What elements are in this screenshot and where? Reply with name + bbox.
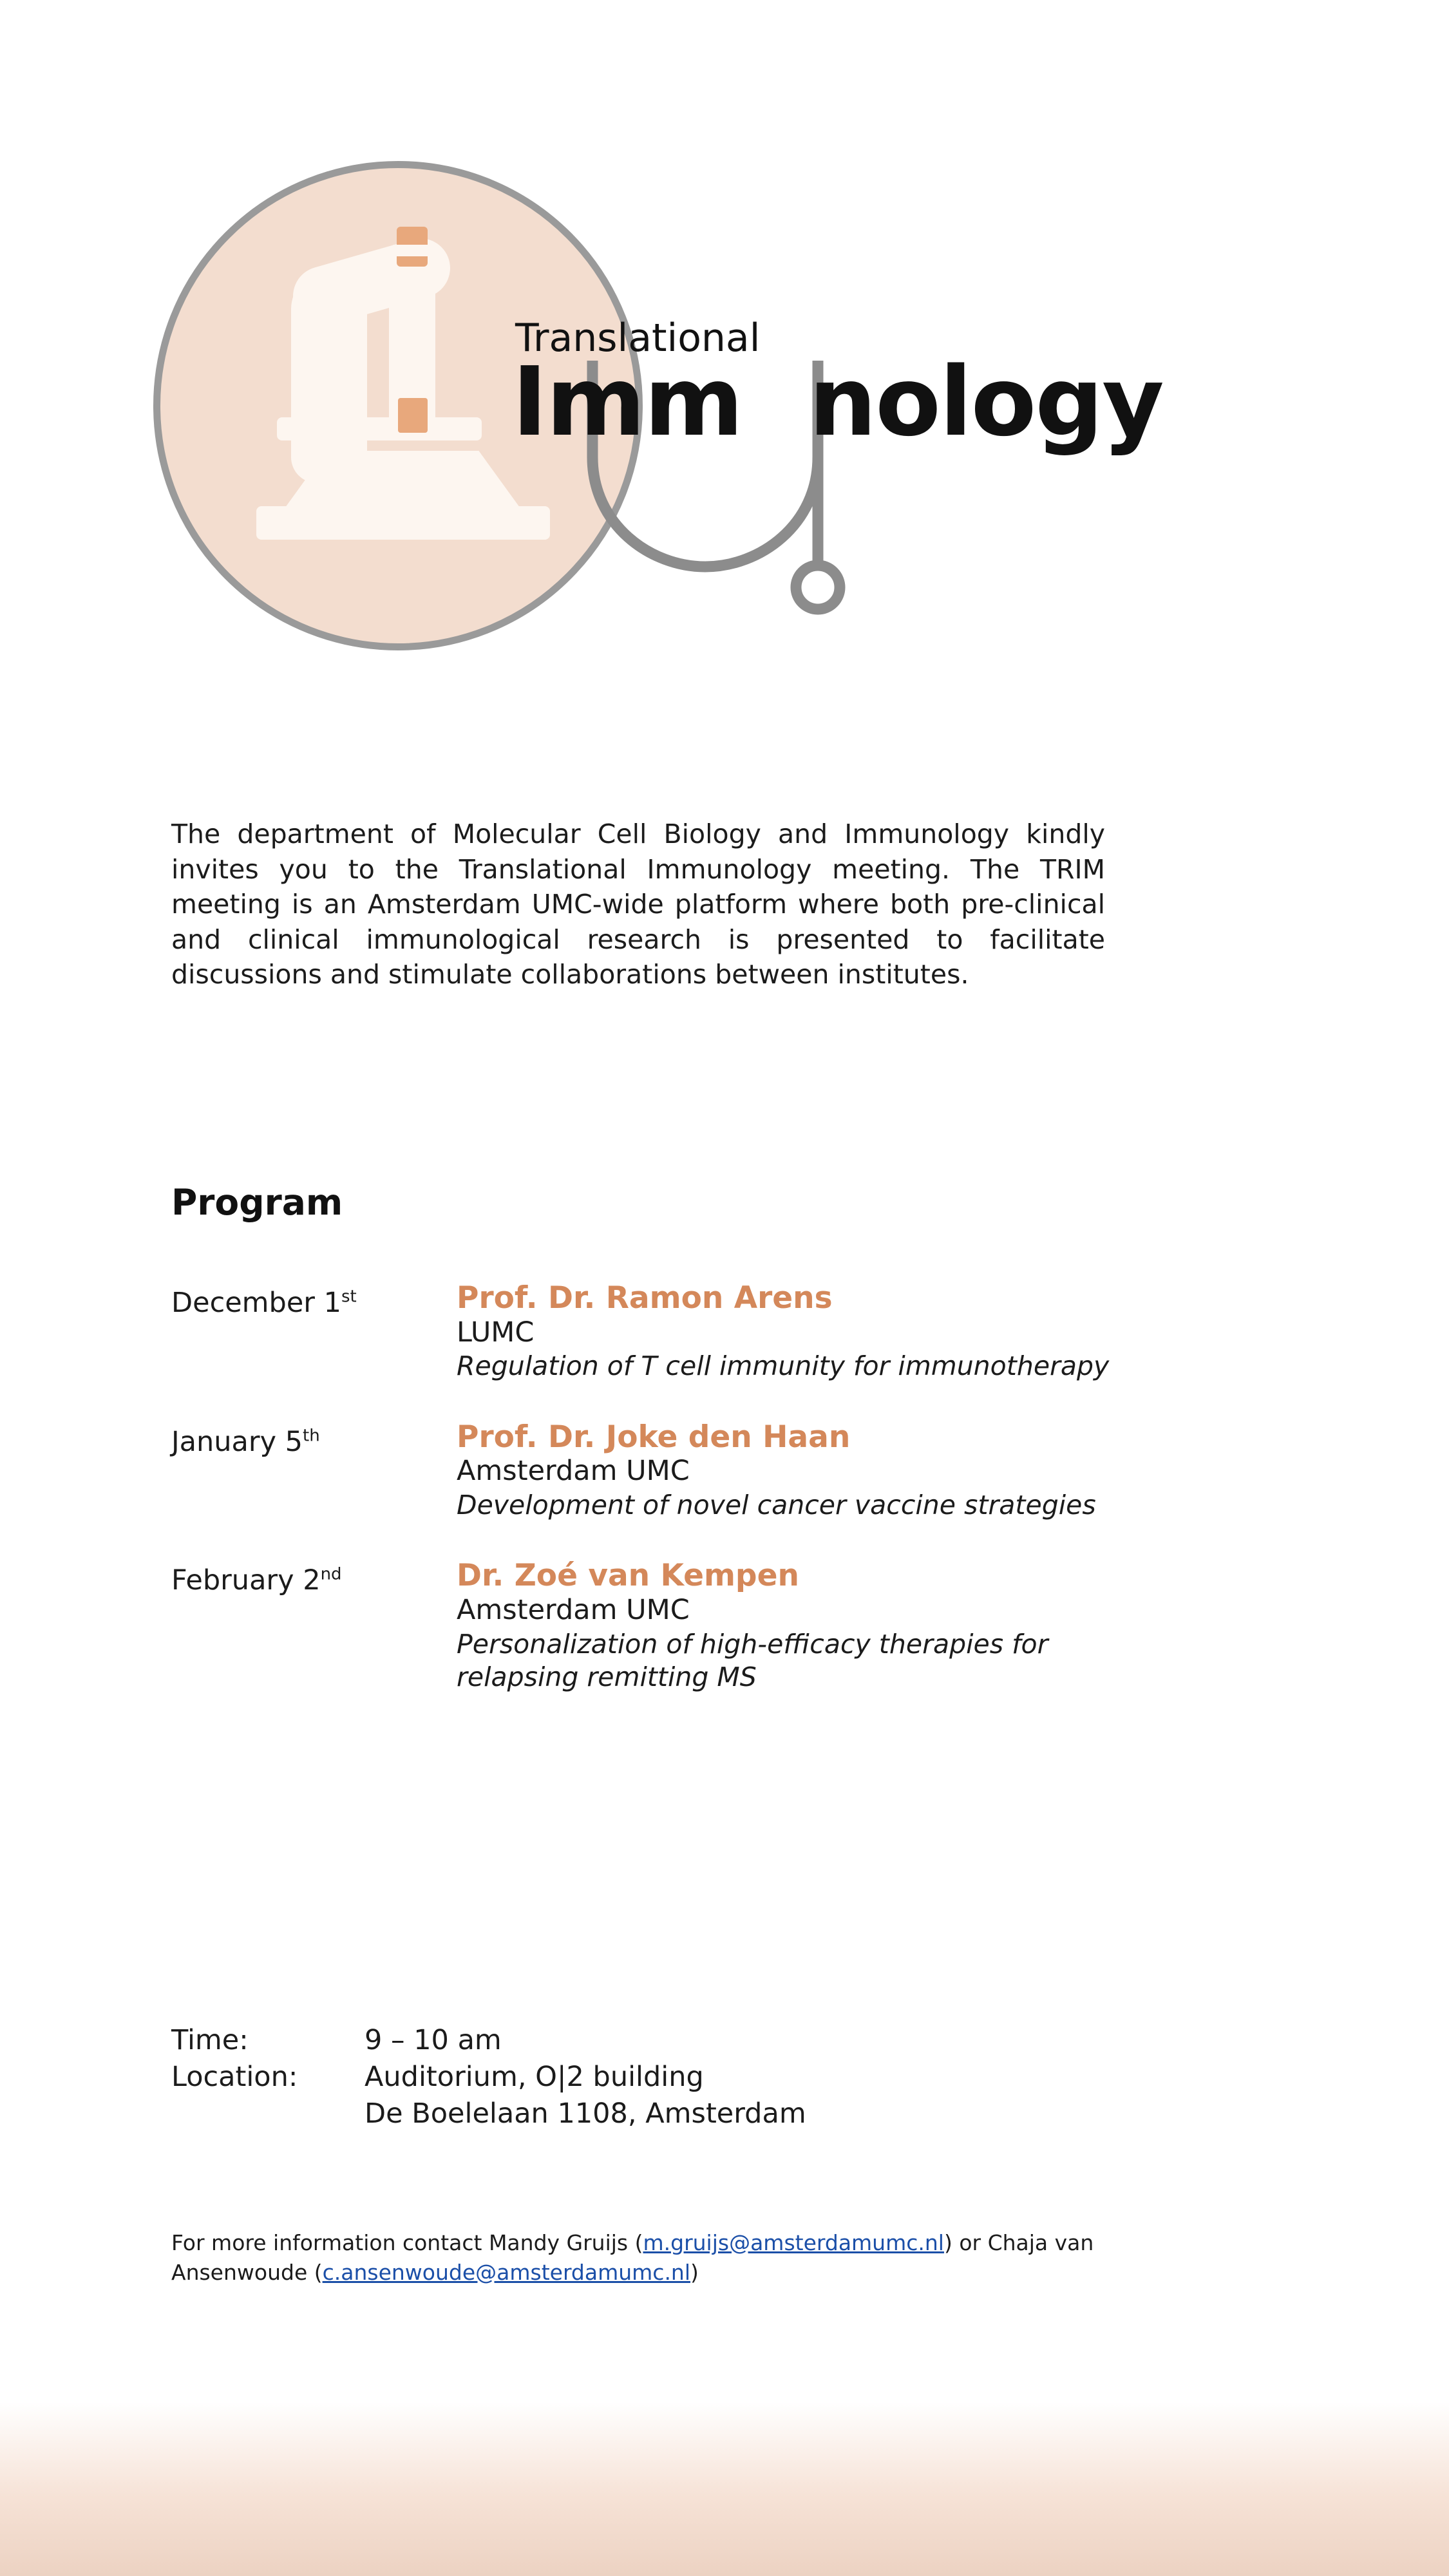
program-date [171, 1287, 448, 1319]
program-topic: Development of novel cancer vaccine strategies [457, 1490, 1096, 1520]
intro-paragraph: The department of Molecular Cell Biology and Immunology kindly invites you to the Translational Immunology meeting. The TRIM meeting is an Amsterdam UMC-wide platform where both pre-clinical and clinical immunological research is presented to facilitate discussions and stimulate collaborations between institutes. [171, 819, 1105, 990]
location-value: Auditorium, O|2 building [365, 2060, 704, 2093]
program-date-suffix: nd [320, 1564, 342, 1584]
program-row [171, 1282, 1137, 1383]
program-date [171, 1426, 448, 1458]
detail-address [171, 2096, 1137, 2132]
program-topic: Personalization of high-efficacy therapies for relapsing remitting MS [457, 1628, 1048, 1692]
program-details [457, 1421, 1137, 1522]
program-date [171, 1564, 448, 1596]
program-affiliation: LUMC [457, 1316, 535, 1349]
program-speaker: Dr. Zoé van Kempen [457, 1558, 799, 1594]
program-details [457, 1559, 1137, 1694]
program-row [171, 1559, 1137, 1694]
footer-text-middle: ) or Chaja van Ansenwoude ( [171, 2230, 1094, 2285]
event-details [171, 2022, 1137, 2132]
microscope-eyepiece-top [392, 245, 433, 256]
email-link-ansenwoude[interactable]: c.ansenwoude@amsterdamumc.nl [322, 2259, 691, 2285]
logo-word-part1: Imm [512, 346, 743, 457]
logo-word-gap [743, 346, 809, 457]
time-value: 9 – 10 am [365, 2024, 502, 2056]
contact-footer [171, 2228, 1112, 2287]
footer-text-before: For more information contact Mandy Gruijs ( [171, 2230, 643, 2255]
time-label: Time: [171, 2024, 249, 2056]
microscope-stage [277, 417, 482, 440]
program-affiliation: Amsterdam UMC [457, 1455, 690, 1488]
program-heading: Program [171, 1182, 343, 1223]
program-topic: Regulation of T cell immunity for immunotherapy [457, 1350, 1110, 1382]
address-value: De Boelelaan 1108, Amsterdam [365, 2097, 806, 2130]
microscope-icon [256, 506, 550, 540]
logo-wordmark [512, 346, 1163, 457]
microscope-objective [398, 398, 428, 433]
program-speaker: Prof. Dr. Joke den Haan [457, 1419, 851, 1455]
footer-text-after: ) [690, 2259, 699, 2285]
program-date-text: January 5 [171, 1425, 303, 1458]
program-date-suffix: st [341, 1287, 357, 1307]
program-date-suffix: th [303, 1426, 320, 1446]
program-list [171, 1282, 1137, 1731]
logo-word-translational: Translational [515, 316, 761, 361]
email-link-gruijs[interactable]: m.gruijs@amsterdamumc.nl [643, 2230, 944, 2255]
program-speaker: Prof. Dr. Ramon Arens [457, 1280, 833, 1316]
program-date-text: December 1 [171, 1287, 342, 1319]
program-details [457, 1282, 1137, 1383]
detail-location [171, 2059, 1137, 2096]
microscope-knob [330, 425, 363, 459]
logo-word-part2: nology [808, 346, 1163, 457]
program-row [171, 1421, 1137, 1522]
detail-time [171, 2022, 1137, 2059]
program-date-text: February 2 [171, 1564, 321, 1597]
bottom-gradient-band [0, 2402, 1449, 2576]
logo-header [0, 0, 1449, 721]
location-label: Location: [171, 2060, 298, 2093]
program-affiliation: Amsterdam UMC [457, 1593, 690, 1626]
